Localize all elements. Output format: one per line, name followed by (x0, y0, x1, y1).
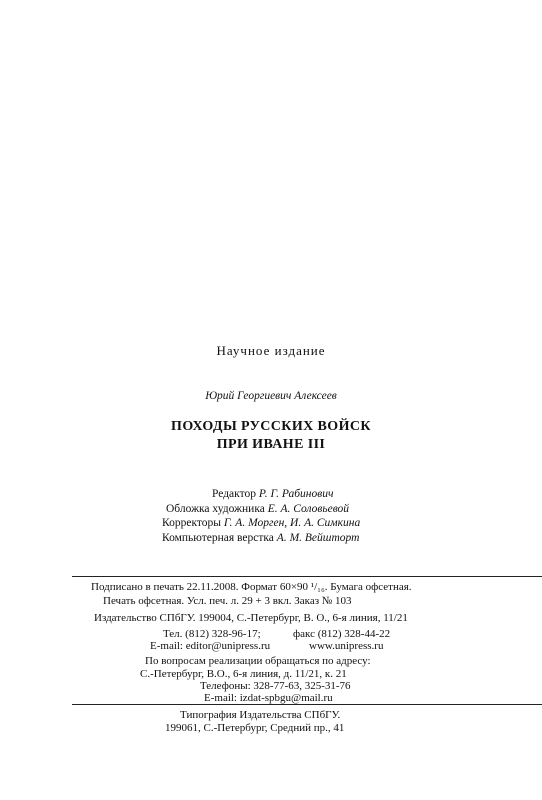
credit-proofreaders-label: Корректоры (162, 517, 221, 529)
credit-editor (162, 487, 360, 502)
credit-editor-label: Редактор (212, 488, 256, 500)
sales-email: E-mail: izdat-spbgu@mail.ru (204, 692, 333, 704)
book-title-line-2: ПРИ ИВАНЕ III (216, 437, 326, 452)
credit-layout (162, 531, 360, 546)
divider-top (72, 576, 542, 577)
imprint-publisher: Издательство СПбГУ. 199004, С.-Петербург, В. О., 6-я линия, 11/21 (94, 612, 408, 624)
imprint-website: www.unipress.ru (309, 640, 384, 652)
imprint-fax: факс (812) 328-44-22 (293, 628, 391, 640)
credit-editor-name: Р. Г. Рабинович (258, 488, 334, 500)
credits-block (162, 487, 360, 545)
sales-title: По вопросам реализации обращаться по адресу: (145, 655, 371, 667)
credit-cover-name: Е. А. Соловьевой (267, 502, 350, 515)
sales-address: С.-Петербург, В.О., 6-я линия, д. 11/21, к. 21 (140, 668, 347, 680)
sales-phones: Телефоны: 328-77-63, 325-31-76 (200, 680, 351, 692)
imprint-phone: Тел. (812) 328-96-17; (163, 628, 261, 640)
imprint-email: E-mail: editor@unipress.ru (150, 640, 271, 652)
book-title-line-1: ПОХОДЫ РУССКИХ ВОЙСК (171, 419, 371, 434)
credit-cover-label: Обложка художника (166, 502, 265, 515)
divider-bottom (72, 704, 542, 705)
credit-cover (162, 502, 360, 517)
printer-name: Типография Издательства СПбГУ. (180, 709, 341, 721)
imprint-print: Печать офсетная. Усл. печ. л. 29 + 3 вкл. Заказ № 103 (103, 595, 352, 607)
credit-layout-name: А. М. Вейшторт (276, 531, 360, 544)
credit-proofreaders-name: Г. А. Морген, И. А. Симкина (223, 517, 361, 529)
author-name: Юрий Георгиевич Алексеев (205, 390, 337, 402)
printer-address: 199061, С.-Петербург, Средний пр., 41 (165, 722, 345, 734)
genre-label: Научное издание (216, 343, 326, 358)
credit-proofreaders (162, 516, 360, 531)
imprint-signed: Подписано в печать 22.11.2008. Формат 60×90 ¹/₁₆. Бумага офсетная. (91, 581, 412, 593)
credit-layout-label: Компьютерная верстка (162, 531, 274, 544)
